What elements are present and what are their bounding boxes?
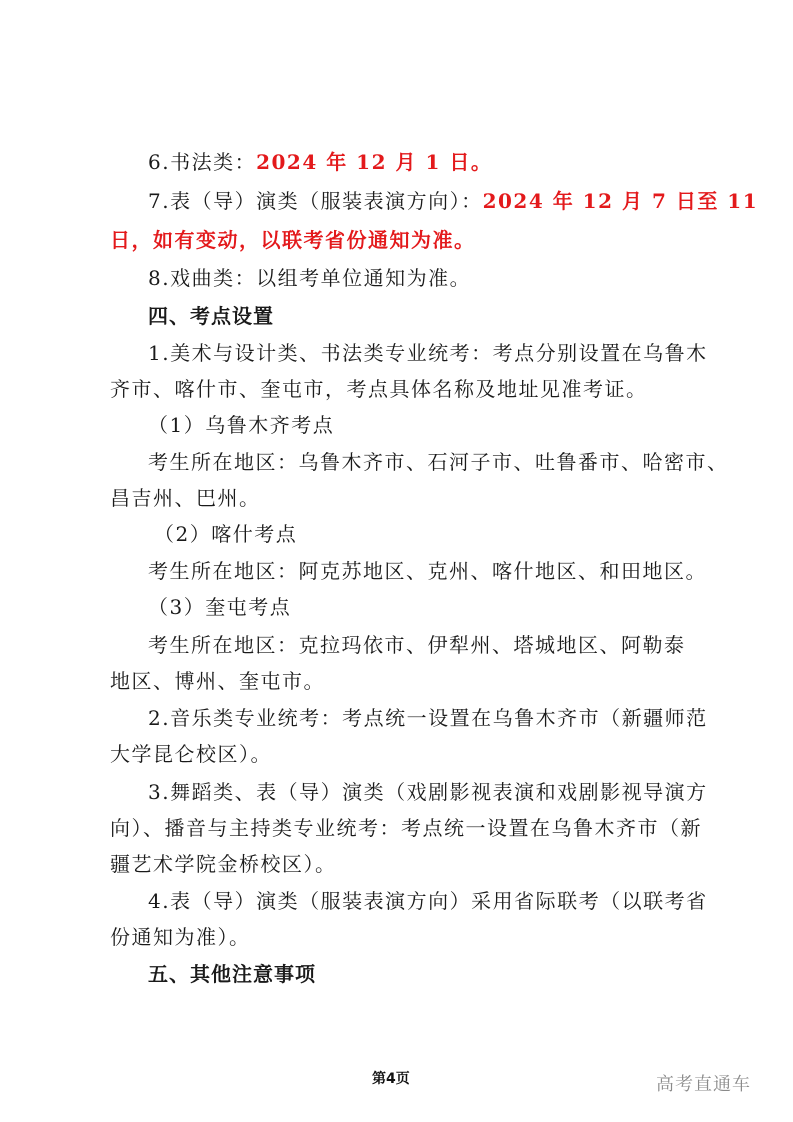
paragraph-4-line-1: 4.表（导）演类（服装表演方向）采用省际联考（以联考省	[148, 889, 708, 913]
item-fashion-date: 2024 年 12 月 7 日至 11	[482, 189, 759, 213]
paragraph-1-line-2: 齐市、喀什市、奎屯市，考点具体名称及地址见准考证。	[110, 377, 648, 401]
section-heading-exam-sites: 四、考点设置	[148, 304, 274, 328]
kuitun-regions-line-1: 考生所在地区：克拉玛依市、伊犁州、塔城地区、阿勒泰	[148, 633, 686, 657]
item-calligraphy-label: 6.书法类：	[148, 150, 257, 174]
item-fashion-performance	[148, 188, 758, 214]
page-number: 第4页	[372, 1071, 410, 1087]
urumqi-regions-line-2: 昌吉州、巴州。	[110, 486, 261, 510]
watermark: 高考直通车	[656, 1074, 751, 1095]
item-fashion-date-cont: 日，如有变动，以联考省份通知为准。	[110, 228, 476, 252]
paragraph-2-line-2: 大学昆仑校区）。	[110, 742, 272, 766]
urumqi-regions-line-1: 考生所在地区：乌鲁木齐市、石河子市、吐鲁番市、哈密市、	[148, 450, 729, 474]
paragraph-3-line-1: 3.舞蹈类、表（导）演类（戏剧影视表演和戏剧影视导演方	[148, 780, 708, 804]
subheading-kuitun-site: （3）奎屯考点	[148, 595, 292, 619]
kuitun-regions-line-2: 地区、博州、奎屯市。	[110, 669, 325, 693]
paragraph-2-line-1: 2.音乐类专业统考：考点统一设置在乌鲁木齐市（新疆师范	[148, 706, 708, 730]
paragraph-3-line-3: 疆艺术学院金桥校区）。	[110, 852, 337, 876]
item-calligraphy	[148, 149, 492, 175]
kashgar-regions: 考生所在地区：阿克苏地区、克州、喀什地区、和田地区。	[148, 559, 707, 583]
item-fashion-label: 7.表（导）演类（服装表演方向）：	[148, 189, 483, 213]
section-heading-other-notes: 五、其他注意事项	[148, 962, 316, 986]
paragraph-4-line-2: 份通知为准）。	[110, 925, 251, 949]
paragraph-3-line-2: 向）、播音与主持类专业统考：考点统一设置在乌鲁木齐市（新	[110, 816, 702, 840]
subheading-kashgar-site: （2）喀什考点	[154, 522, 298, 546]
item-opera: 8.戏曲类：以组考单位通知为准。	[148, 266, 472, 290]
paragraph-1-line-1: 1.美术与设计类、书法类专业统考：考点分别设置在乌鲁木	[148, 341, 708, 365]
item-calligraphy-date: 2024 年 12 月 1 日。	[256, 150, 493, 174]
subheading-urumqi-site: （1）乌鲁木齐考点	[148, 413, 335, 437]
